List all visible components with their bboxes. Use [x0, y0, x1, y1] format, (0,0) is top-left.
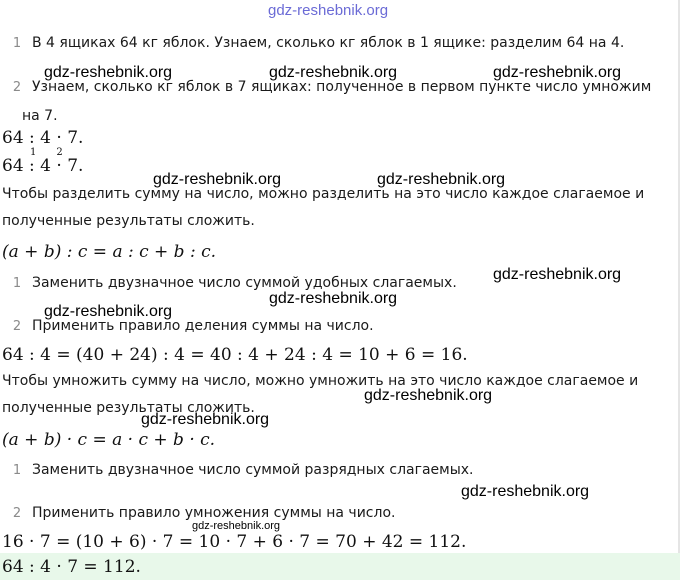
- division-calculation: 64 : 4 = (40 + 24) : 4 = 40 : 4 + 24 : 4 = 10 + 6 = 16.: [2, 345, 468, 365]
- watermark-small: gdz-reshebnik.org: [192, 520, 281, 532]
- expression: 64 : 4 · 7.: [2, 128, 84, 148]
- multiplication-step-2-text: Применить правило умножения суммы на число.: [32, 505, 396, 521]
- watermark: gdz-reshebnik.org: [141, 411, 270, 428]
- multiplication-step-1-text: Заменить двузначное число суммой разрядных слагаемых.: [32, 462, 474, 478]
- watermark: gdz-reshebnik.org: [493, 64, 622, 81]
- answer-expression: 64 : 4 · 7 = 112.: [2, 557, 141, 577]
- step-number: 2: [12, 319, 22, 334]
- watermark: gdz-reshebnik.org: [44, 64, 173, 81]
- watermark-top: gdz-reshebnik.org: [268, 2, 389, 19]
- watermark: gdz-reshebnik.org: [269, 290, 398, 307]
- task-step-1-text: В 4 ящиках 64 кг яблок. Узнаем, сколько кг яблок в 1 ящике: разделим 64 на 4.: [32, 35, 625, 51]
- division-rule-line-1: Чтобы разделить сумму на число, можно разделить на это число каждое слагаемое и: [2, 186, 645, 202]
- division-formula: (a + b) : c = a : c + b : c.: [2, 242, 217, 262]
- task-step-2-text: Узнаем, сколько кг яблок в 7 ящиках: полученное в первом пункте число умножим: [32, 79, 652, 95]
- operand-7: 7.: [61, 156, 84, 176]
- task-step-2-text-cont: на 7.: [22, 108, 58, 124]
- division-rule-line-2: полученные результаты сложить.: [2, 213, 255, 229]
- order-mark-2: 2: [56, 147, 63, 158]
- step-number: 1: [12, 276, 22, 291]
- operand-64: 64: [2, 156, 30, 176]
- multiplication-calculation: 16 · 7 = (10 + 6) · 7 = 10 · 7 + 6 · 7 = 70 + 42 = 112.: [2, 532, 467, 552]
- expression-with-order: [2, 147, 84, 176]
- step-number: 2: [12, 80, 22, 95]
- operand-4: 4: [34, 156, 57, 176]
- operator-multiply: ·: [56, 156, 62, 176]
- multiplication-rule-line-1: Чтобы умножить сумму на число, можно умножить на это число каждое слагаемое и: [2, 373, 639, 389]
- watermark: gdz-reshebnik.org: [364, 387, 493, 404]
- watermark: gdz-reshebnik.org: [44, 303, 173, 320]
- operator-divide: :: [29, 156, 35, 176]
- step-number: 1: [12, 36, 22, 51]
- multiplication-formula: (a + b) · c = a · c + b · c.: [2, 430, 216, 450]
- watermark: gdz-reshebnik.org: [493, 266, 622, 283]
- watermark: gdz-reshebnik.org: [377, 171, 506, 188]
- watermark: gdz-reshebnik.org: [153, 171, 282, 188]
- division-step-2-text: Применить правило деления суммы на число.: [32, 318, 374, 334]
- watermark: gdz-reshebnik.org: [269, 64, 398, 81]
- multiplication-rule-line-2: полученные результаты сложить.: [2, 400, 255, 416]
- order-mark-1: 1: [30, 147, 37, 158]
- step-number: 1: [12, 463, 22, 478]
- watermark: gdz-reshebnik.org: [461, 483, 590, 500]
- step-number: 2: [12, 506, 22, 521]
- division-step-1-text: Заменить двузначное число суммой удобных слагаемых.: [32, 275, 457, 291]
